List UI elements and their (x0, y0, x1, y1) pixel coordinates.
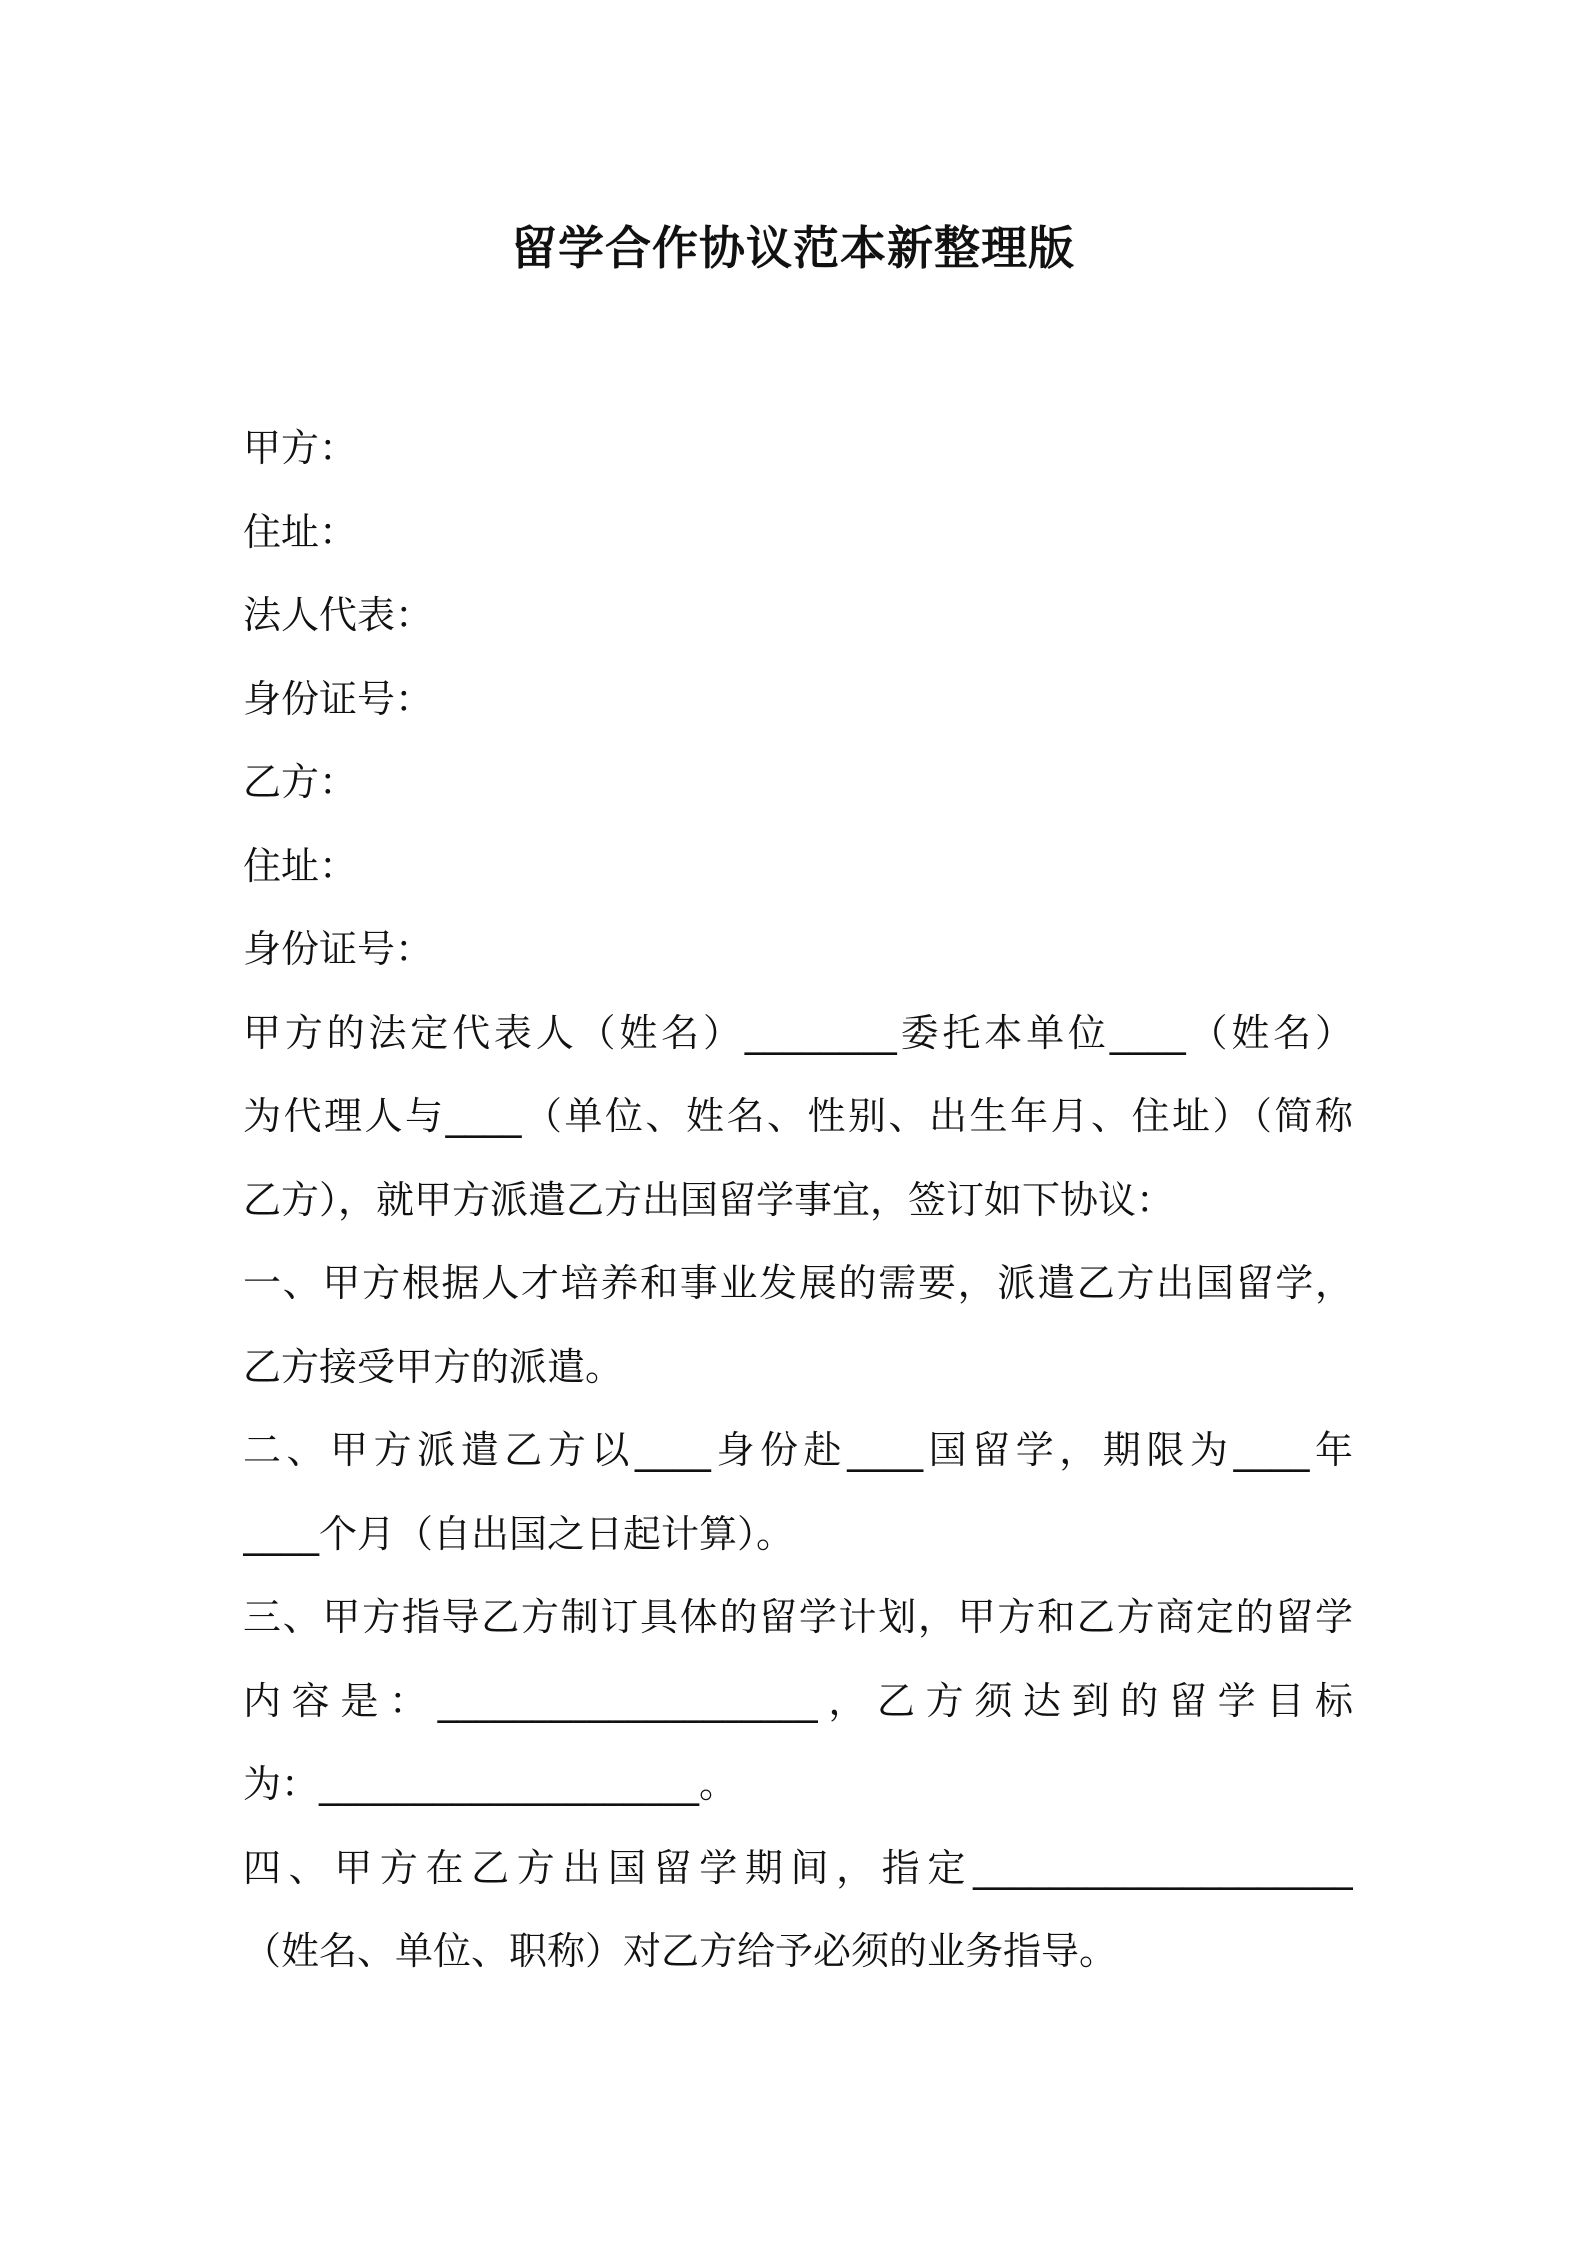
field-party-b-address: 住址： (243, 843, 358, 888)
clause-2-line: 二、甲方派遣乙方以____身份赴____国留学，期限为____年 (243, 1428, 1353, 1472)
clause-3-line: 为：____________________。 (243, 1762, 738, 1806)
clause-2-line: ____个月（自出国之日起计算）。 (243, 1511, 795, 1556)
document-body (243, 407, 1353, 1994)
paragraph-line: 甲方的法定代表人（姓名）________委托本单位____（姓名） (243, 1010, 1353, 1055)
field-party-a: 甲方： (243, 426, 358, 470)
clause-3-line: 三、甲方指导乙方制订具体的留学计划，甲方和乙方商定的留学 (243, 1595, 1353, 1639)
paragraph-line: 为代理人与____（单位、姓名、性别、出生年月、住址）（简称 (243, 1094, 1353, 1138)
clause-1-line: 一、甲方根据人才培养和事业发展的需要，派遣乙方出国留学， (243, 1261, 1353, 1305)
clause-3-line: 内容是：____________________，乙方须达到的留学目标 (243, 1678, 1353, 1723)
field-party-b-id-number: 身份证号： (243, 927, 434, 971)
field-party-a-address: 住址： (243, 509, 358, 554)
clause-1-line: 乙方接受甲方的派遣。 (243, 1344, 624, 1389)
paragraph-line: 乙方），就甲方派遣乙方出国留学事宜，签订如下协议： (243, 1177, 1175, 1222)
document-title: 留学合作协议范本新整理版 (511, 221, 1075, 275)
field-party-b: 乙方： (243, 760, 358, 804)
clause-4-line: （姓名、单位、职称）对乙方给予必须的业务指导。 (243, 1929, 1118, 1973)
field-legal-representative: 法人代表： (243, 593, 434, 637)
field-party-a-id-number: 身份证号： (243, 676, 434, 721)
clause-4-line: 四、甲方在乙方出国留学期间，指定____________________ (243, 1845, 1353, 1890)
